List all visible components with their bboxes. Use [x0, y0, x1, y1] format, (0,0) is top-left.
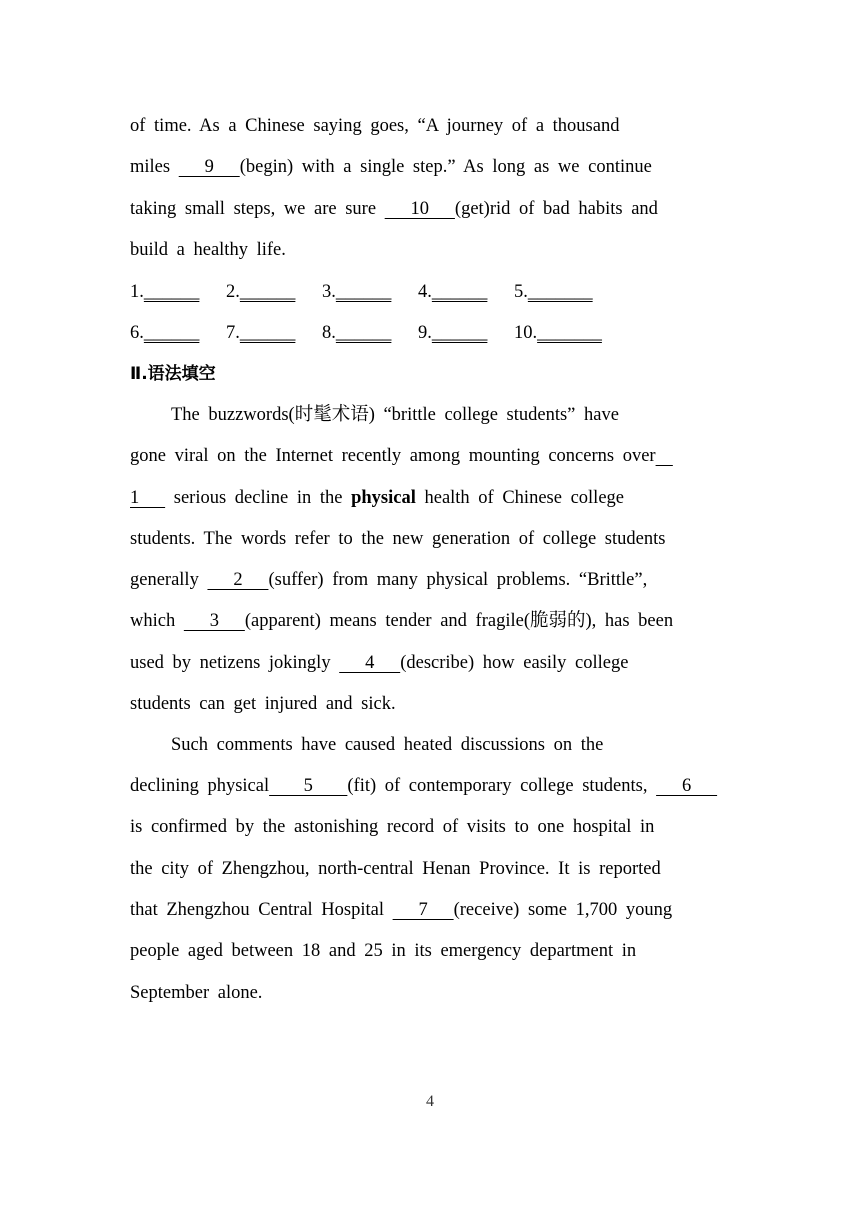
blank-7[interactable]: 7: [392, 900, 454, 920]
blank-3[interactable]: 3: [183, 611, 245, 631]
answer-number: 8.: [322, 323, 336, 343]
text: used by netizens jokingly: [130, 653, 340, 673]
answer-item: [418, 321, 514, 345]
page-number: 4: [426, 1093, 434, 1110]
text-line: [130, 197, 658, 221]
text: miles: [130, 157, 179, 177]
text: students. The words refer to the new generation of college students: [130, 529, 666, 549]
text: taking small steps, we are sure: [130, 199, 385, 219]
text-line: [130, 651, 628, 675]
answer-blank[interactable]: _______: [527, 282, 593, 302]
text: (receive) some 1,700 young: [453, 900, 673, 920]
answer-item: [130, 321, 226, 345]
text-line: [130, 609, 673, 633]
text-line: [130, 444, 673, 468]
section-heading: Ⅱ.语法填空: [130, 364, 216, 384]
blank-4[interactable]: 4: [339, 653, 401, 673]
text-line: [130, 815, 654, 839]
text: (get)rid of bad habits and: [454, 199, 658, 219]
answer-item: [514, 321, 610, 345]
text: (begin) with a single step.” As long as we continue: [239, 157, 652, 177]
blank-2[interactable]: 2: [207, 570, 269, 590]
answer-item: [514, 280, 610, 304]
answer-blank[interactable]: _______: [537, 323, 602, 343]
answer-blank[interactable]: ______: [239, 323, 296, 343]
answer-item: [322, 321, 418, 345]
answer-number: 3.: [322, 282, 336, 302]
text: The buzzwords(时髦术语) “brittle college students” have: [171, 405, 619, 425]
blank-5[interactable]: 5: [269, 776, 348, 796]
text: health of Chinese college: [415, 488, 624, 508]
answer-item: [130, 280, 226, 304]
text: that Zhengzhou Central Hospital: [130, 900, 393, 920]
text: Such comments have caused heated discussions on the: [171, 735, 604, 755]
answer-item: [226, 280, 322, 304]
answer-row: [130, 280, 610, 304]
text-line: [130, 857, 661, 881]
answer-item: [226, 321, 322, 345]
text-line: [130, 774, 717, 798]
text: gone viral on the Internet recently among mounting concerns over: [130, 446, 656, 466]
answer-blank[interactable]: ______: [143, 323, 200, 343]
blank-6[interactable]: 6: [656, 776, 718, 796]
text: serious decline in the: [165, 488, 352, 508]
text: generally: [130, 570, 208, 590]
answer-blank[interactable]: ______: [335, 323, 392, 343]
answer-number: 1.: [130, 282, 144, 302]
answer-number: 6.: [130, 323, 144, 343]
answer-item: [322, 280, 418, 304]
text-line: [130, 238, 286, 262]
answer-blank[interactable]: ______: [239, 282, 296, 302]
text: which: [130, 611, 184, 631]
text: September alone.: [130, 983, 263, 1003]
blank-9[interactable]: 9: [178, 157, 240, 177]
blank-10[interactable]: 10: [384, 199, 455, 219]
text: people aged between 18 and 25 in its emergency department in: [130, 941, 637, 961]
text: build a healthy life.: [130, 240, 286, 260]
bold-word: physical: [351, 488, 416, 508]
answer-number: 7.: [226, 323, 240, 343]
text: students can get injured and sick.: [130, 694, 396, 714]
text-line: [130, 981, 262, 1005]
text: (fit) of contemporary college students,: [347, 776, 657, 796]
text: declining physical: [130, 776, 270, 796]
answer-blank[interactable]: ______: [335, 282, 392, 302]
answer-blank[interactable]: ______: [431, 282, 488, 302]
text-line: [130, 939, 636, 963]
answer-row: [130, 321, 610, 345]
text-line: [171, 733, 603, 757]
text: (describe) how easily college: [400, 653, 629, 673]
text: (suffer) from many physical problems. “Brittle”,: [268, 570, 648, 590]
text: of time. As a Chinese saying goes, “A journey of a thousand: [130, 116, 620, 136]
text-line: [130, 568, 647, 592]
answer-number: 4.: [418, 282, 432, 302]
text-line: [130, 527, 665, 551]
answer-blank[interactable]: ______: [143, 282, 200, 302]
answer-blank[interactable]: ______: [431, 323, 488, 343]
blank-1-start[interactable]: [656, 446, 673, 466]
text: (apparent) means tender and fragile(脆弱的), has been: [244, 611, 674, 631]
text-line: [130, 486, 624, 510]
answer-item: [418, 280, 514, 304]
answer-number: 2.: [226, 282, 240, 302]
answer-number: 10.: [514, 323, 538, 343]
text-line: [171, 403, 619, 427]
text-line: [130, 155, 652, 179]
text-line: [130, 692, 396, 716]
answer-number: 9.: [418, 323, 432, 343]
text: the city of Zhengzhou, north-central Henan Province. It is reported: [130, 859, 661, 879]
text-line: [130, 898, 672, 922]
answer-number: 5.: [514, 282, 528, 302]
blank-1[interactable]: 1: [130, 488, 166, 508]
text: is confirmed by the astonishing record of visits to one hospital in: [130, 817, 655, 837]
text-line: [130, 114, 619, 138]
